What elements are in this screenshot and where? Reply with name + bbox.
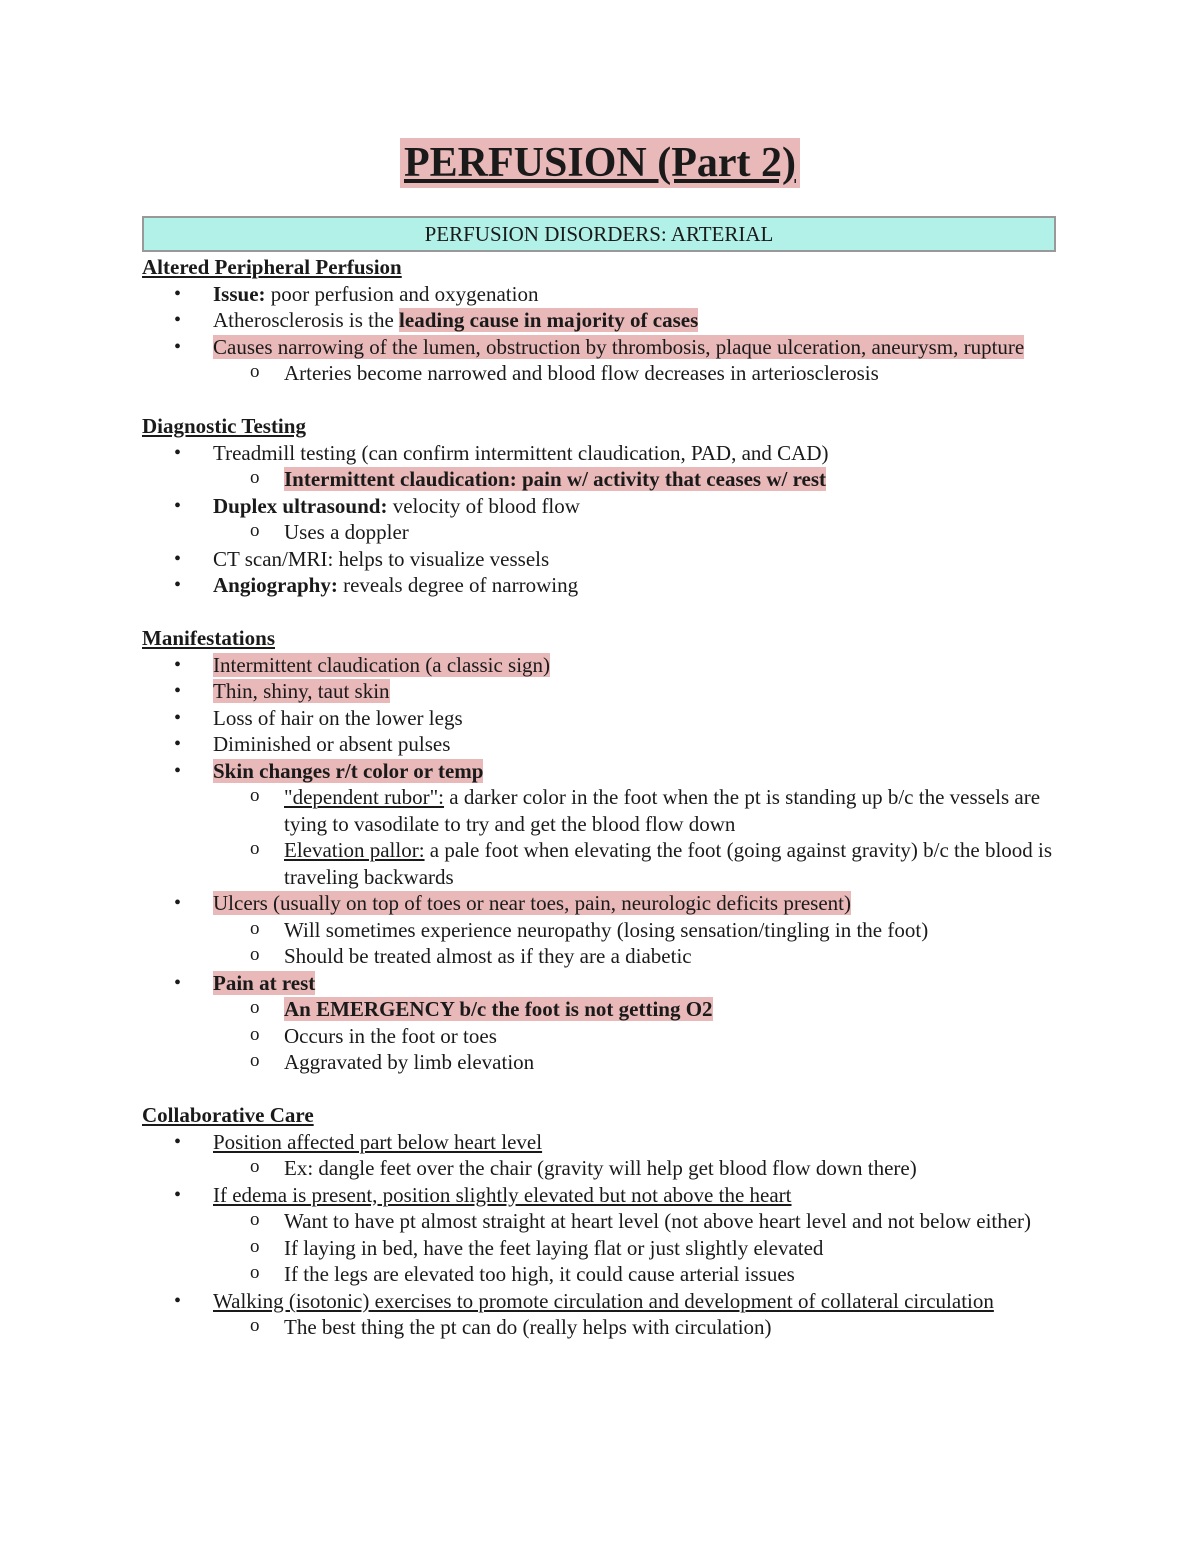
rubor-text: a darker color in the foot when the pt is standing up b/c the vessels are tying to vasodilate to try and get the blood flow down: [284, 785, 1041, 836]
legs-text: If the legs are elevated too high, it could cause arterial issues: [284, 1262, 795, 1286]
arteries-text: Arteries become narrowed and blood flow decreases in arteriosclerosis: [284, 361, 879, 385]
sub-list-item: [142, 837, 1072, 890]
doppler-text: Uses a doppler: [284, 520, 409, 544]
list-item: [142, 970, 1072, 997]
pulses-text: Diminished or absent pulses: [213, 732, 451, 756]
walking-text: Walking (isotonic) exercises to promote circulation and development of collateral circulation: [213, 1288, 994, 1313]
dangle-text: Ex: dangle feet over the chair (gravity will help get blood flow down there): [284, 1156, 917, 1180]
list-item: [142, 440, 1072, 467]
edema-text: If edema is present, position slightly elevated but not above the heart: [213, 1182, 792, 1207]
bullet-list: [142, 1129, 1072, 1341]
laying-text: If laying in bed, have the feet laying flat or just slightly elevated: [284, 1235, 824, 1260]
list-item: [142, 1288, 1072, 1315]
section-heading: Collaborative Care: [142, 1103, 314, 1127]
list-item: [142, 705, 1072, 732]
section-heading: Manifestations: [142, 626, 275, 650]
skin-text: Thin, shiny, taut skin: [213, 679, 390, 703]
sub-list-item: [142, 1235, 1072, 1262]
aggravated-text: Aggravated by limb elevation: [284, 1050, 535, 1074]
diabetic-text: Should be treated almost as if they are a diabetic: [284, 944, 692, 968]
title-wrap: [0, 138, 1200, 188]
sub-list-item: [142, 1049, 1072, 1076]
sub-list-item: [142, 917, 1072, 944]
claudication-definition: Intermittent claudication: pain w/ activity that ceases w/ rest: [284, 467, 827, 491]
emergency-text: An EMERGENCY b/c the foot is not getting O2: [284, 997, 713, 1021]
duplex-text: velocity of blood flow: [387, 493, 580, 518]
sub-list-item: [142, 1208, 1072, 1235]
sub-list-item: [142, 1314, 1072, 1341]
duplex-label: Duplex ultrasound:: [213, 493, 388, 518]
list-item: [142, 758, 1072, 785]
ulcers-text: Ulcers (usually on top of toes or near toes, pain, neurologic deficits present): [213, 891, 851, 915]
sub-list-item: [142, 1155, 1072, 1182]
sub-list-item: [142, 360, 1072, 387]
list-item: [142, 890, 1072, 917]
bullet-list: [142, 440, 1072, 599]
section-heading: Diagnostic Testing: [142, 414, 306, 438]
section-collaborative-care: [142, 1102, 1072, 1341]
occurs-text: Occurs in the foot or toes: [284, 1023, 497, 1048]
list-item: [142, 493, 1072, 520]
sub-list-item: [142, 1261, 1072, 1288]
list-item: [142, 572, 1072, 599]
sub-list-item: [142, 466, 1072, 493]
list-item: [142, 546, 1072, 573]
sub-list-item: [142, 1023, 1072, 1050]
list-item: [142, 334, 1072, 361]
neuropathy-text: Will sometimes experience neuropathy (losing sensation/tingling in the foot): [284, 917, 929, 942]
straight-text: Want to have pt almost straight at heart level (not above heart level and not below either): [284, 1209, 1032, 1233]
bullet-list: [142, 281, 1072, 387]
document-body: [142, 254, 1072, 1367]
list-item: [142, 652, 1072, 679]
list-item: [142, 731, 1072, 758]
list-item: [142, 678, 1072, 705]
athero-text: Atherosclerosis is the: [213, 308, 400, 332]
section-diagnostic-testing: [142, 413, 1072, 599]
ct-text: CT scan/MRI: helps to visualize vessels: [213, 546, 550, 571]
angio-text: reveals degree of narrowing: [337, 573, 579, 597]
sub-list-item: [142, 943, 1072, 970]
bullet-list: [142, 652, 1072, 1076]
list-item: [142, 281, 1072, 308]
claudication-sign: Intermittent claudication (a classic sign): [213, 652, 551, 677]
causes-text: Causes narrowing of the lumen, obstruction by thrombosis, plaque ulceration, aneurysm, rupture: [213, 334, 1025, 359]
sub-list-item: [142, 519, 1072, 546]
list-item: [142, 1129, 1072, 1156]
list-item: [142, 307, 1072, 334]
hair-text: Loss of hair on the lower legs: [213, 705, 463, 730]
page-title: PERFUSION (Part 2): [400, 138, 800, 188]
section-banner: PERFUSION DISORDERS: ARTERIAL: [142, 216, 1056, 252]
section-manifestations: [142, 625, 1072, 1076]
treadmill-text: Treadmill testing (can confirm intermittent claudication, PAD, and CAD): [213, 440, 829, 465]
athero-bold: leading cause in majority of cases: [399, 308, 699, 332]
section-heading: Altered Peripheral Perfusion: [142, 255, 402, 279]
issue-text: poor perfusion and oxygenation: [265, 281, 539, 306]
rubor-label: "dependent rubor":: [284, 785, 445, 809]
pain-rest-text: Pain at rest: [213, 970, 316, 995]
pallor-label: Elevation pallor:: [284, 838, 425, 862]
section-altered-perfusion: [142, 254, 1072, 387]
issue-label: Issue:: [213, 281, 266, 306]
position-text: Position affected part below heart level: [213, 1129, 543, 1154]
angio-label: Angiography:: [213, 573, 338, 597]
skin-changes-text: Skin changes r/t color or temp: [213, 758, 484, 783]
sub-list-item: [142, 784, 1072, 837]
best-text: The best thing the pt can do (really helps with circulation): [284, 1315, 772, 1339]
pallor-text: a pale foot when elevating the foot (going against gravity) b/c the blood is traveling backwards: [284, 838, 1053, 889]
list-item: [142, 1182, 1072, 1209]
sub-list-item: [142, 996, 1072, 1023]
